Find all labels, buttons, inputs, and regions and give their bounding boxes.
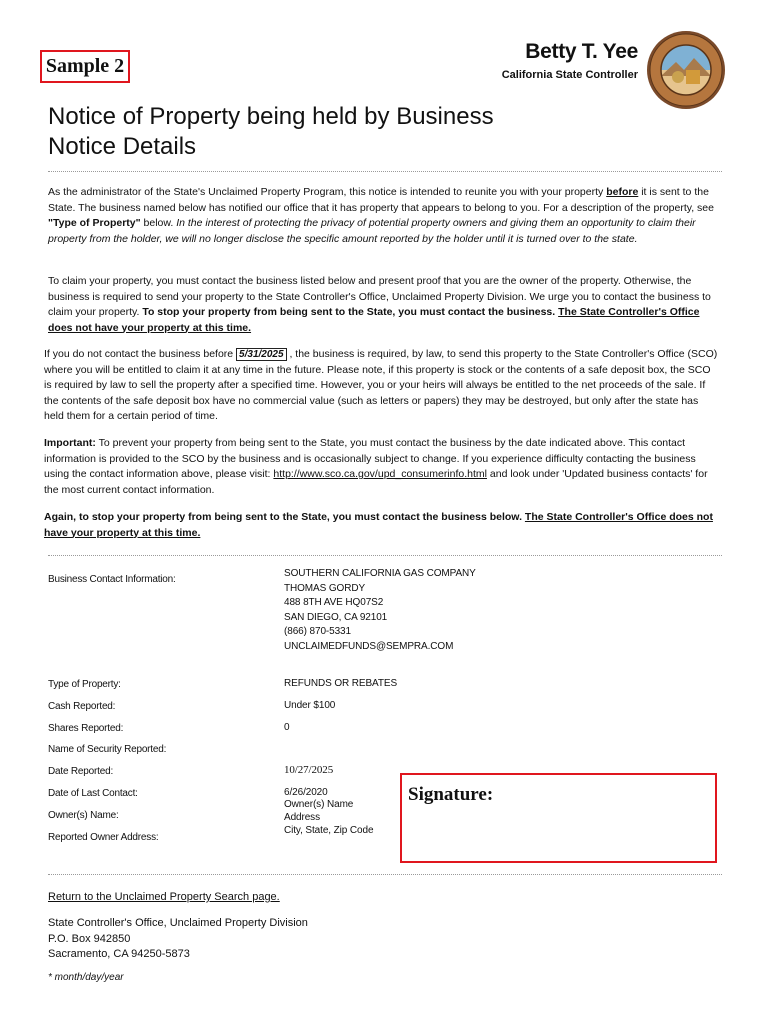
p5-bold-warning: Again, to stop your property from being sent to the State, you must contact the business below. — [44, 511, 522, 523]
address-line: State Controller's Office, Unclaimed Property Division — [48, 917, 308, 929]
p4-important-label: Important: — [44, 437, 96, 449]
p3-text-a: If you do not contact the business before — [44, 348, 237, 360]
owner-name-value: Owner(s) Name — [284, 799, 354, 810]
intro-paragraph-5 — [44, 510, 719, 541]
p5-underline-notice: The State Controller's Office does not have your property at this time. — [44, 511, 713, 539]
date-reported-value: 10/27/2025 — [284, 764, 334, 776]
p1-before-emphasis: before — [606, 186, 639, 198]
type-of-property-value: REFUNDS OR REBATES — [284, 678, 398, 689]
p1-text-b: it is sent to the State. The business named below has notified our office that it has property that appears to belong to you. For a description of the property, see — [48, 186, 714, 214]
p2-underline-notice: The State Controller's Office does not have your property at this time. — [48, 306, 700, 334]
sco-consumer-info-link[interactable]: http://www.sco.ca.gov/upd_consumerinfo.html — [273, 468, 487, 480]
p4-text-a: To prevent your property from being sent to the State, you must contact the business by the date indicated above. This contact information is provided to the SCO by the business and is occasionally subject to change. If you experience difficulty contacting the business using the contact information above, please visit: — [44, 437, 696, 480]
business-contact-label: Business Contact Information: — [48, 574, 176, 585]
p1-text-a: As the administrator of the State's Unclaimed Property Program, this notice is intended to reunite you with your property — [48, 186, 607, 198]
owner-city-state-zip-value: City, State, Zip Code — [284, 825, 374, 836]
divider — [48, 874, 722, 875]
controller-title: California State Controller — [501, 69, 638, 81]
address-line: Sacramento, CA 94250-5873 — [48, 948, 190, 960]
notice-title-line1: Notice of Property being held by Business — [48, 103, 494, 130]
owner-info-value — [284, 798, 373, 837]
divider — [48, 555, 722, 556]
sample-label-box — [40, 50, 130, 83]
shares-reported-value: 0 — [284, 722, 290, 733]
date-reported-label: Date Reported: — [48, 766, 114, 777]
business-contact-info — [284, 567, 476, 654]
p1-type-of-property: "Type of Property" — [48, 217, 141, 229]
cash-reported-label: Cash Reported: — [48, 701, 116, 712]
shares-reported-label: Shares Reported: — [48, 723, 124, 734]
contact-line: (866) 870-5331 — [284, 626, 351, 637]
intro-paragraph-4 — [44, 436, 719, 498]
intro-paragraph-3 — [44, 347, 719, 425]
return-to-search-link[interactable]: Return to the Unclaimed Property Search page. — [48, 891, 280, 903]
p1-privacy-note: In the interest of protecting the privacy of potential property owners and giving them an opportunity to claim their property from the holder, we will no longer disclose the specific amount reported by the holder until it is turned over to the state. — [48, 217, 696, 245]
notice-title — [48, 102, 494, 162]
p2-text-a: To claim your property, you must contact the business listed below and present proof that you are the owner of the property. Otherwise, the business is required to send your property to the State Controller's Office, Unclaimed Property Division. We urge you to contact the business to claim your property. — [48, 275, 711, 318]
owner-address-value: Address — [284, 812, 320, 823]
controller-name: Betty T. Yee — [525, 40, 638, 63]
signature-box[interactable] — [400, 773, 717, 863]
p1-text-c: below. — [140, 217, 177, 229]
contact-line: UNCLAIMEDFUNDS@SEMPRA.COM — [284, 640, 454, 652]
security-name-label: Name of Security Reported: — [48, 744, 167, 755]
p2-bold-warning: To stop your property from being sent to the State, you must contact the business. — [142, 306, 556, 318]
last-contact-value: 6/26/2020 — [284, 787, 328, 798]
owner-name-label: Owner(s) Name: — [48, 810, 119, 821]
sco-mailing-address — [48, 916, 308, 963]
address-line: P.O. Box 942850 — [48, 932, 131, 945]
p4-text-b: and look under 'Updated business contacts' for the most current contact information. — [44, 468, 708, 496]
contact-line: 488 8TH AVE HQ07S2 — [284, 597, 384, 608]
intro-paragraph-1 — [48, 185, 723, 247]
deadline-date: 5/31/2025 — [236, 348, 287, 361]
date-format-note: * month/day/year — [48, 972, 124, 983]
notice-title-line2: Notice Details — [48, 133, 197, 160]
last-contact-label: Date of Last Contact: — [48, 788, 138, 799]
type-of-property-label: Type of Property: — [48, 679, 121, 690]
contact-line: THOMAS GORDY — [284, 582, 366, 594]
state-controller-seal-icon — [646, 30, 726, 110]
sample-label: Sample 2 — [45, 55, 125, 77]
divider — [48, 171, 722, 172]
cash-reported-value: Under $100 — [284, 700, 336, 711]
contact-line: SAN DIEGO, CA 92101 — [284, 611, 388, 623]
owner-address-label: Reported Owner Address: — [48, 832, 159, 843]
contact-line: SOUTHERN CALIFORNIA GAS COMPANY — [284, 568, 476, 579]
intro-paragraph-2 — [48, 274, 723, 336]
signature-label: Signature: — [408, 784, 494, 805]
p3-text-b: , the business is required, by law, to send this property to the State Controller's Office (SCO) where you will be entitled to claim it at any time in the future. Please note, if this property is stock or the contents of a safe deposit box, the SCO is required by law to sell the property after a specified time. However, you or your heirs will always be entitled to the net proceeds of the sale. If the contents of the safe deposit box have no commercial value (such as letters or papers) they may be destroyed, but only after the state has held them for a certain period of time. — [44, 348, 718, 422]
